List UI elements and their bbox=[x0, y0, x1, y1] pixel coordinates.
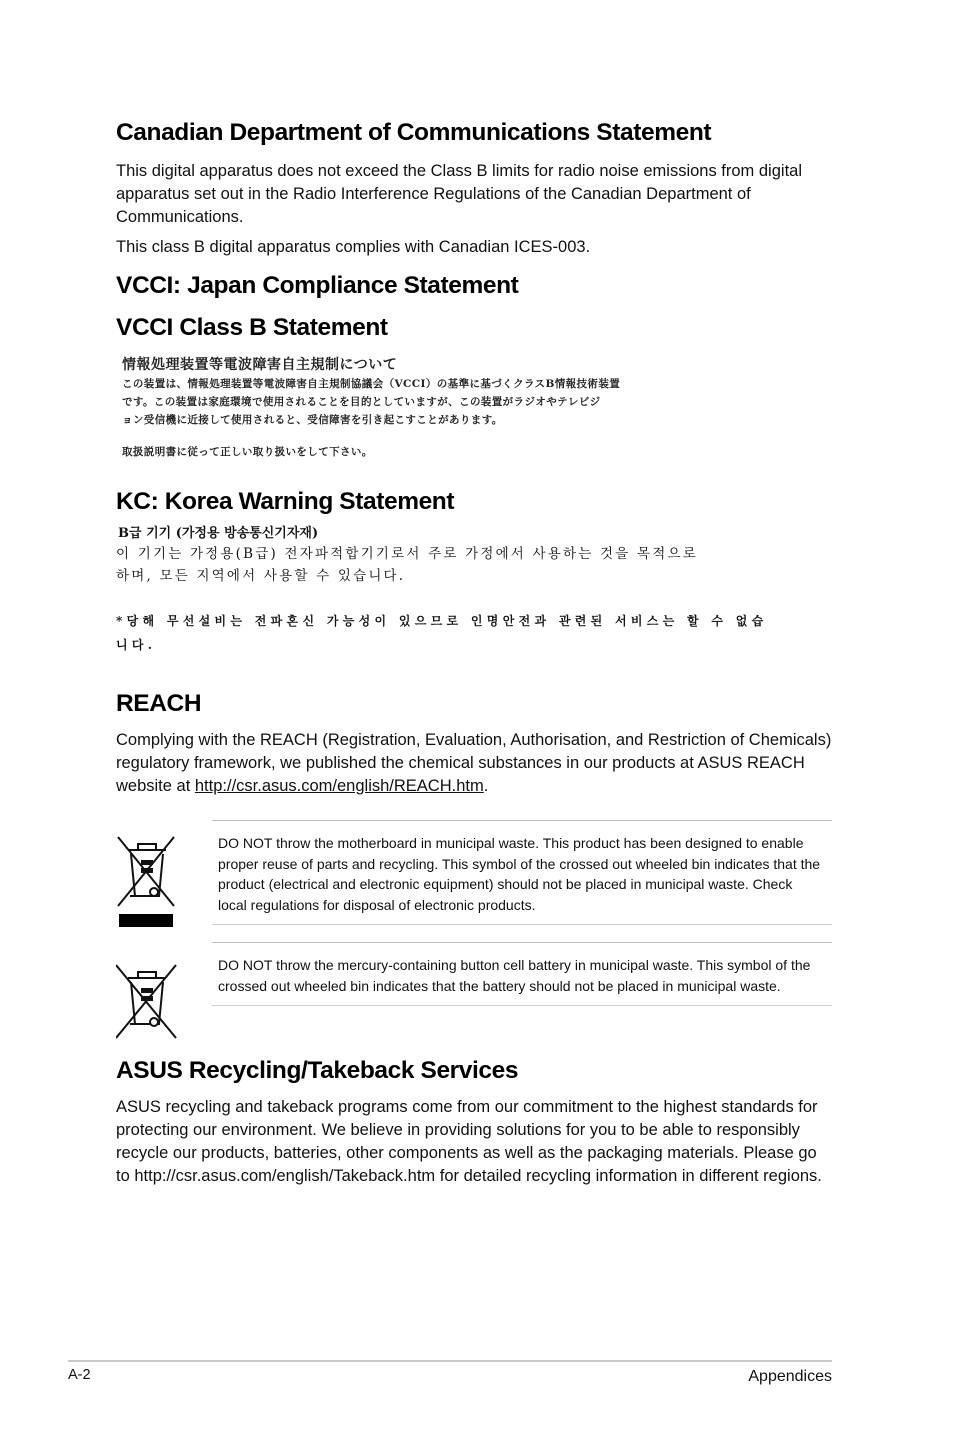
kr-statement-line: 이 기기는 가정용(B급) 전자파적합기기로서 주로 가정에서 사용하는 것을 목적으로 bbox=[116, 546, 698, 562]
kc-korean-statement bbox=[116, 525, 832, 657]
disposal-notes bbox=[116, 820, 832, 1044]
motherboard-note-box bbox=[212, 820, 832, 925]
reach-heading: REACH bbox=[116, 690, 202, 717]
battery-note-box bbox=[212, 942, 832, 1006]
jp-statement-line: ョン受信機に近接して使用されると、受信障害を引き起こすことがあります。 bbox=[122, 414, 503, 426]
battery-disposal-note bbox=[116, 942, 832, 1044]
motherboard-disposal-note bbox=[116, 820, 832, 922]
recycling-paragraph: ASUS recycling and takeback programs come from our commitment to the highest standards for protecting our environment. We believe in providing solutions for you to be able to responsibly recycle our products, batteries, other components as well as the packaging materials. Please go to http://csr.asus.com/english/Takeback.htm for detailed recycling information in different regions. bbox=[116, 1098, 822, 1185]
vcci-japanese-statement bbox=[122, 355, 832, 461]
kr-warning-line: *당해 무선설비는 전파혼신 가능성이 있으므로 인명안전과 관련된 서비스는 할 수 없습 bbox=[116, 614, 768, 628]
crossed-out-wheeled-bin-icon bbox=[116, 834, 178, 930]
reach-paragraph bbox=[116, 729, 832, 798]
reach-paragraph-text: Complying with the REACH (Registration, Evaluation, Authorisation, and Restriction of Chemicals) regulatory framework, we published the chemical substances in our products at ASUS REACH website at bbox=[116, 731, 832, 795]
jp-statement-title: 情報処理装置等電波障害自主規制について bbox=[122, 357, 398, 373]
jp-statement-note: 取扱説明書に従って正しい取り扱いをして下さい。 bbox=[122, 446, 373, 458]
jp-statement-line: です。この装置は家庭環境で使用されることを目的としていますが、この装置がラジオやテレビジ bbox=[122, 396, 601, 408]
vcci-heading: VCCI: Japan Compliance Statement bbox=[116, 272, 519, 299]
recycling-section bbox=[116, 1056, 832, 1188]
kr-warning-line: 니다. bbox=[116, 638, 157, 652]
kr-statement-line: 하며, 모든 지역에서 사용할 수 있습니다. bbox=[116, 568, 406, 584]
jp-statement-line: この装置は、情報処理装置等電波障害自主規制協議会（VCCI）の基準に基づくクラスB情報技術装置 bbox=[122, 378, 621, 390]
canada-paragraph-1: This digital apparatus does not exceed the Class B limits for radio noise emissions from digital apparatus set out in the Radio Interference Regulations of the Canadian Department of Communications. bbox=[116, 162, 802, 226]
reach-paragraph-end: . bbox=[483, 777, 489, 795]
motherboard-note-text: DO NOT throw the motherboard in municipal waste. This product has been designed to enable proper reuse of parts and recycling. This symbol of the crossed out wheeled bin indicates that the product (electrical and electronic equipment) should not be placed in municipal waste. Check local regulations for disposal of electronic products. bbox=[218, 835, 821, 913]
recycling-heading: ASUS Recycling/Takeback Services bbox=[116, 1057, 519, 1084]
main-content bbox=[116, 118, 832, 798]
footer-section-title: Appendices bbox=[748, 1368, 832, 1385]
crossed-out-wheeled-bin-icon bbox=[116, 962, 178, 1058]
canada-heading: Canadian Department of Communications Statement bbox=[116, 119, 712, 146]
canada-section bbox=[116, 118, 832, 259]
reach-website-link[interactable]: http://csr.asus.com/english/REACH.htm bbox=[194, 777, 484, 795]
kr-statement-title: B급 기기 (가정용 방송통신기자재) bbox=[118, 526, 319, 541]
page-number: A-2 bbox=[68, 1367, 91, 1383]
battery-note-text: DO NOT throw the mercury-containing button cell battery in municipal waste. This symbol of the crossed out wheeled bin indicates that the battery should not be placed in municipal waste. bbox=[218, 957, 811, 994]
canada-paragraph-2: This class B digital apparatus complies with Canadian ICES-003. bbox=[116, 238, 591, 256]
vcci-class-b-heading: VCCI Class B Statement bbox=[116, 314, 388, 341]
footer-divider bbox=[68, 1360, 832, 1362]
kc-heading: KC: Korea Warning Statement bbox=[116, 488, 455, 515]
